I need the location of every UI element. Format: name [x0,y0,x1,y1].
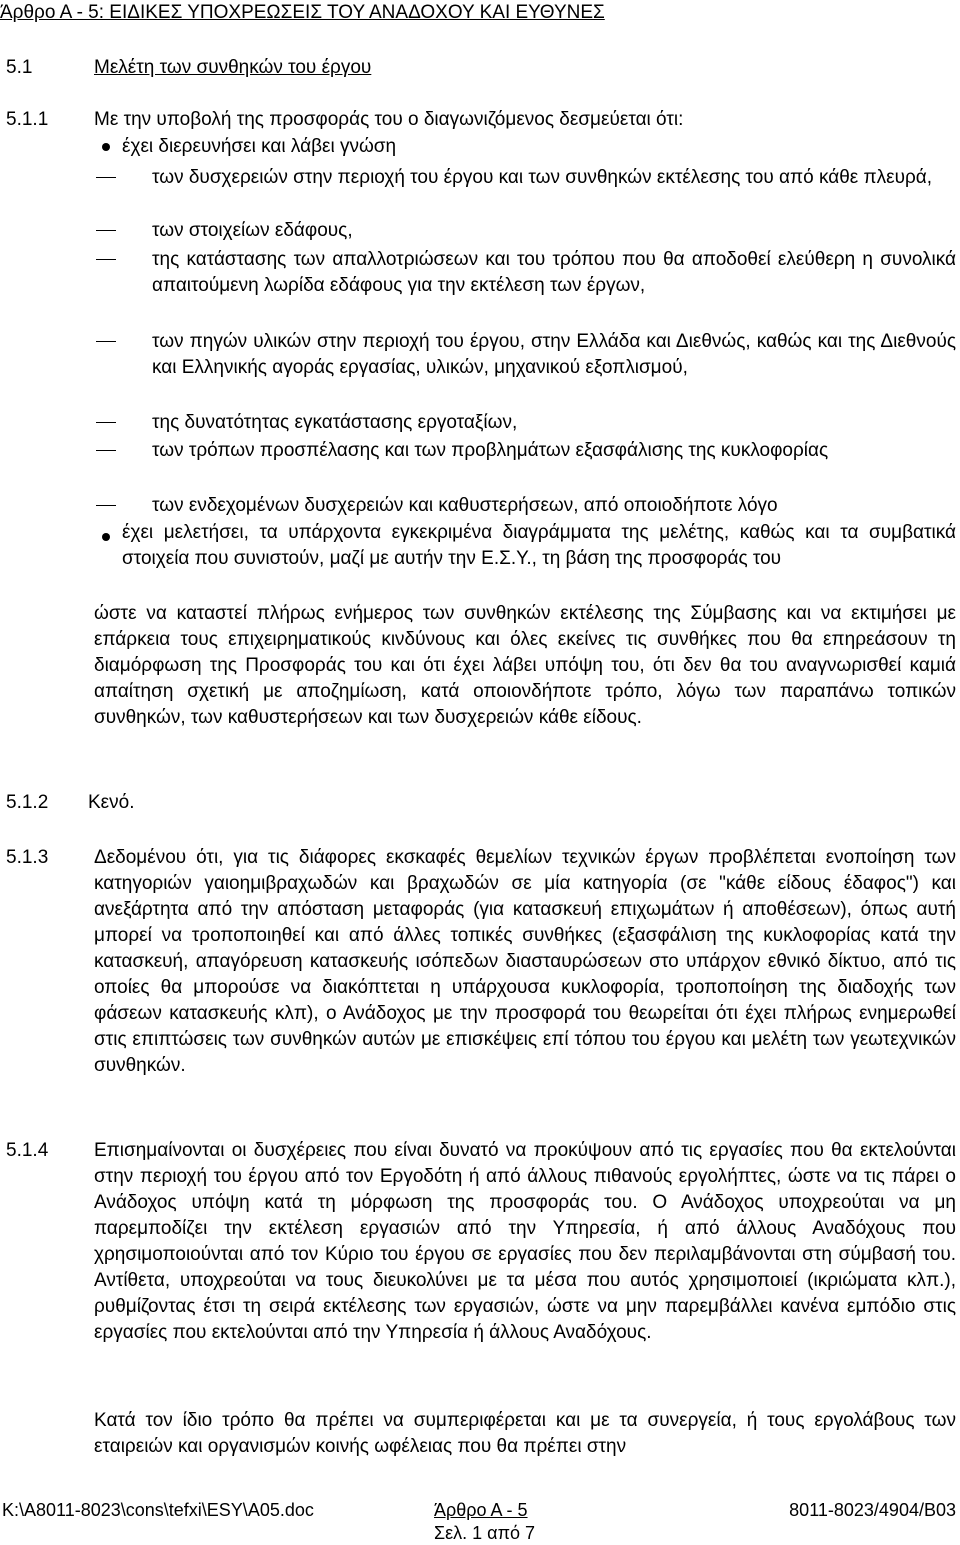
section-5-1-4-number: 5.1.4 [6,1140,49,1161]
section-5-1-3-text: Δεδομένου ότι, για τις διάφορες εκσκαφές θεμελίων τεχνικών έργων προβλέπεται ενοποίηση των κατηγοριών γαιοημιβραχωδών και βραχωδών σε μία κατηγορία (σε "κάθε είδους έδαφος") και ανεξάρτητα από την απόσταση μεταφοράς (για κατασκευή επιχωμάτων ή αποθέσεων), όπως αυτή μπορεί να τροποποιηθεί και από άλλες τοπικές συνθήκες (εξασφάλιση της κυκλοφορίας κατά την κατασκευή, απαγόρευση κατασκευής ισόπεδων διασταυρώσεων στο υπάρχον εθνικό δίκτυο, από τις οποίες θα μπορούσε να διακόπτεται η υπάρχουσα κυκλοφορία, τροποποίηση της διαδοχής των φάσεων κατασκευής κλπ), ο Ανάδοχος με την προσφορά του θεωρείται ότι έχει πλήρως ενημερωθεί στις επιπτώσεις των συνθηκών αυτών με επισκέψεις επί τόπου του έργου και μελέτη των γεωτεχνικών συνθηκών. [94,847,956,1076]
dash-text: των στοιχείων εδάφους, [152,220,353,241]
dash-icon [96,341,116,342]
article-title: Άρθρο Α - 5: ΕΙΔΙΚΕΣ ΥΠΟΧΡΕΩΣΕΙΣ ΤΟΥ ΑΝΑΔΟΧΟΥ ΚΑΙ ΕΥΘΥΝΕΣ [0,2,605,23]
section-5-1-1-intro: Με την υποβολή της προσφοράς του ο διαγωνιζόμενος δεσμεύεται ότι: [94,109,684,130]
footer-article: Άρθρο Α - 5 [434,1500,528,1520]
dash-icon [96,450,116,451]
page-footer [0,1499,960,1543]
section-5-1-title-text: Μελέτη των συνθηκών του έργου [94,57,372,78]
section-5-1-4-text2: Κατά τον ίδιο τρόπο θα πρέπει να συμπεριφέρεται και με τα συνεργεία, ή τους εργολάβους των εταιρειών και οργανισμών κοινής ωφέλειας που θα πρέπει στην [94,1410,956,1457]
dash-text: των ενδεχομένων δυσχερειών και καθυστερήσεων, από οποιοδήποτε λόγο [152,495,778,516]
footer-page-number: Σελ. 1 από 7 [434,1523,536,1543]
dash-text: της κατάστασης των απαλλοτριώσεων και του τρόπου που θα αποδοθεί ελεύθερη η συνολικά απαιτούμενη λωρίδα εδάφους για την εκτέλεση των έργων, [152,249,956,296]
dash-icon [96,230,116,231]
dash-text: της δυνατότητας εγκατάστασης εργοταξίων, [152,412,518,433]
dash-icon [96,177,116,178]
footer-center [434,1499,535,1545]
bullet-text: έχει διερευνήσει και λάβει γνώση [122,136,397,157]
bullet-icon [102,143,110,151]
dash-text: των πηγών υλικών στην περιοχή του έργου, στην Ελλάδα και Διεθνώς, καθώς και της Διεθνούς και Ελληνικής αγοράς εργασίας, υλικών, μηχανικού εξοπλισμού, [152,331,956,378]
section-5-1-1-number: 5.1.1 [6,109,49,130]
section-5-1-title [94,55,371,81]
section-5-1-2-number: 5.1.2 [6,792,49,813]
dash-icon [96,505,116,506]
bullet-icon [102,533,110,541]
section-5-1-4-text: Επισημαίνονται οι δυσχέρειες που είναι δυνατό να προκύψουν από τις εργασίες που θα εκτελούνται στην περιοχή του έργου από τον Εργοδότη ή από άλλους πιθανούς εργολήπτες, ώστε να τις πάρει ο Ανάδοχος υπόψη κατά τη μόρφωση της προσφοράς του. Ο Ανάδοχος υποχρεούται να μη παρεμποδίζει την εκτέλεση εργασιών από την Υπηρεσία, ή από άλλους Αναδόχους που χρησιμοποιούνται από τον Κύριο του έργου σε εργασίες που δεν περιλαμβάνονται στη σύμβασή του. Αντίθετα, υποχρεούται να τους διευκολύνει με τα μέσα που αυτός χρησιμοποιεί (ικριώματα κλπ.), ρυθμίζοντας έτσι τη σειρά εκτέλεσης των εργασιών, ώστε να μην παρεμβάλλει κανένα εμπόδιο στις εργασίες που εκτελούνται από την Υπηρεσία ή άλλους Αναδόχους. [94,1140,956,1343]
dash-text: των τρόπων προσπέλασης και των προβλημάτων εξασφάλισης της κυκλοφορίας [152,440,829,461]
footer-file-path: K:\A8011-8023\cons\tefxi\ESY\A05.doc [2,1500,314,1520]
section-5-1-3-number: 5.1.3 [6,847,49,868]
section-5-1-1-closing: ώστε να καταστεί πλήρως ενήμερος των συνθηκών εκτέλεσης της Σύμβασης και να εκτιμήσει με επάρκεια τους επιχειρηματικούς κινδύνους και όλες εκείνες τις συνθήκες που θα επηρεάσουν τη διαμόρφωση της Προσφοράς του και ότι έχει λάβει υπόψη του, ότι δεν θα του αναγνωρισθεί καμιά απαίτηση σχετική με αποζημίωση, κατά οποιονδήποτε τρόπο, λόγω των παραπάνω τοπικών συνθηκών, των καθυστερήσεων και των δυσχερειών κάθε είδους. [94,603,956,728]
dash-icon [96,422,116,423]
dash-icon [96,259,116,260]
dash-text: των δυσχερειών στην περιοχή του έργου και των συνθηκών εκτέλεσης του από κάθε πλευρά, [152,167,933,188]
section-5-1-2-text: Κενό. [88,792,135,813]
footer-code: 8011-8023/4904/B03 [789,1500,956,1520]
section-5-1-number: 5.1 [6,57,33,78]
bullet-text: έχει μελετήσει, τα υπάρχοντα εγκεκριμένα διαγράμματα της μελέτης, καθώς και τα συμβατικά στοιχεία που συνιστούν, μαζί με αυτήν την Ε.Σ.Υ., τη βάση της προσφοράς του [122,522,956,569]
